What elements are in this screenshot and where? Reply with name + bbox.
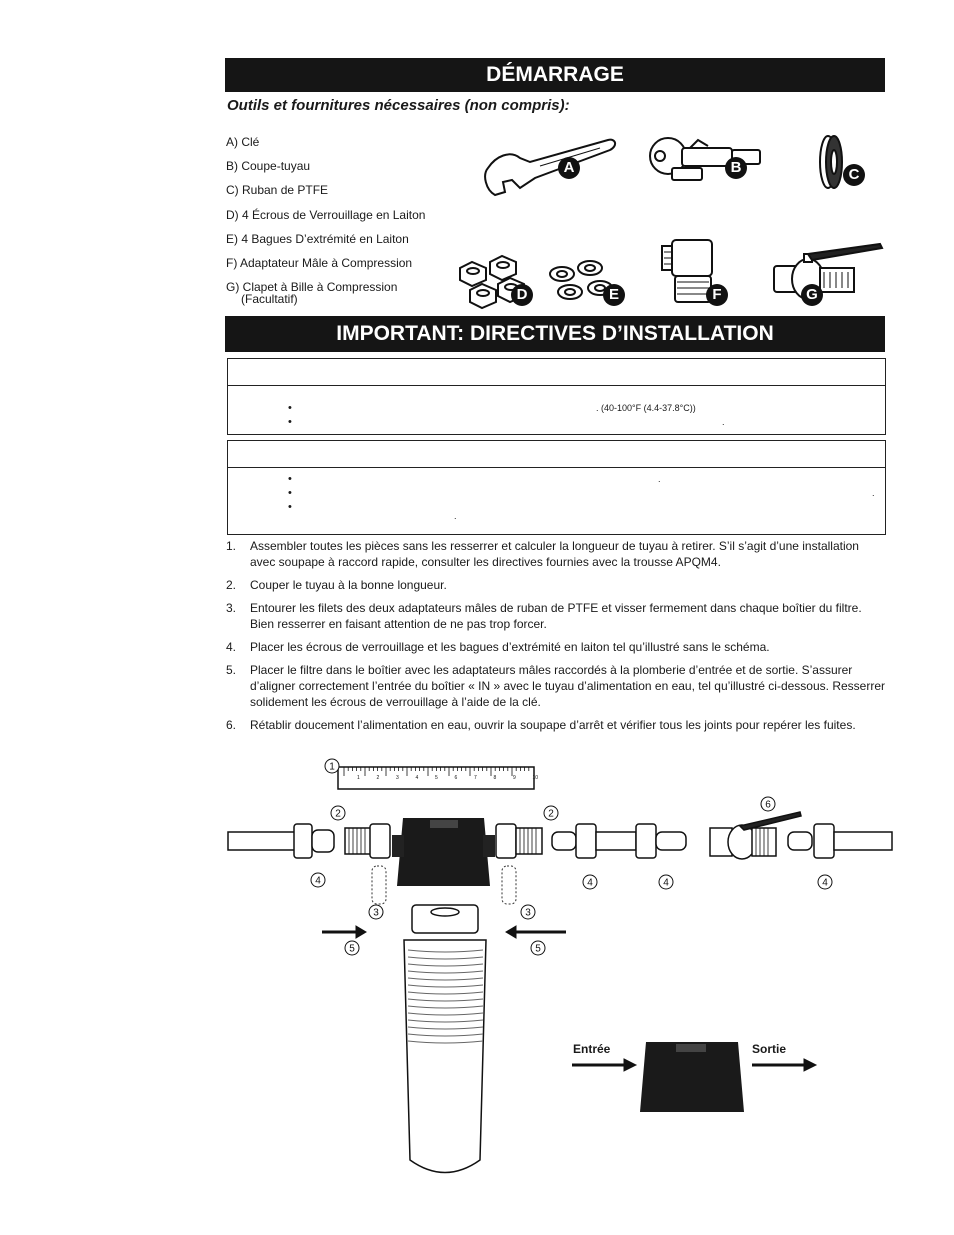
tool-item-e: E) 4 Bagues D’extrémité en Laiton: [226, 231, 409, 246]
ruler-tick-label: 7: [474, 775, 477, 781]
list-item: • . (40-100°F (4.4-37.8°C)): [288, 402, 696, 414]
callout-number: 4: [315, 875, 321, 887]
ruler-tick-label: 6: [454, 775, 458, 781]
step-item: 3. Entourer les filets des deux adaptateurs mâles de ruban de PTFE et visser fermement dans chaque boîtier du filtre. Bien resserrer en faisant attention de ne pas trop forcer.: [226, 601, 862, 631]
list-item: • .: [288, 487, 875, 499]
callout-number: 5: [349, 943, 355, 955]
flow-inlet-label: Entrée: [573, 1042, 611, 1056]
tool-item-b: B) Coupe-tuyau: [226, 159, 311, 174]
flow-outlet-label: Sortie: [752, 1042, 787, 1056]
filter-head-small: [640, 1042, 744, 1112]
step-item: 5. Placer le filtre dans le boîtier avec les adaptateurs mâles raccordés à la plomberie d’entrée et de sortie. S’assurer d’aligner correctement l’entrée du boîtier « IN » avec le tuyau d’alimentation en eau, tel qu’illustré ci-dessous. Resserrer solidement les écrous de verrouillage à l’aide de la clé.: [226, 663, 885, 709]
step-item: 6. Rétablir doucement l’alimentation en eau, ouvrir la soupape d’arrêt et vérifier tous les joints pour repérer les fuites.: [226, 718, 856, 732]
arrow-icon: [322, 926, 816, 1071]
tool-badge-g: G: [801, 284, 823, 306]
tool-item-g-label: G) Clapet à Bille à Compression: [226, 280, 398, 295]
tools-subtitle: Outils et fournitures nécessaires (non compris):: [227, 97, 570, 114]
tool-item-f: F) Adaptateur Mâle à Compression: [226, 256, 413, 271]
tool-badge-d: D: [511, 284, 533, 306]
callout-number: 4: [663, 877, 669, 889]
tool-badge-c: C: [843, 164, 865, 186]
section-banner-important: IMPORTANT: DIRECTIVES D’INSTALLATION: [225, 316, 885, 352]
tool-item-d: D) 4 Écrous de Verrouillage en Laiton: [226, 207, 426, 222]
filter-cartridge: [404, 905, 486, 1173]
step-item: 1. Assembler toutes les pièces sans les resserrer et calculer la longueur de tuyau à retirer. S’il s’agit d’une installation avec soupape à raccord rapide, consulter les directives fournies avec la trousse APQM4.: [226, 539, 859, 569]
tool-badge-b: B: [725, 157, 747, 179]
list-item: • .: [288, 416, 725, 428]
tool-badge-f: F: [706, 284, 728, 306]
callout-number: 5: [535, 943, 541, 955]
callout-number: 2: [335, 808, 341, 820]
tool-badge-e: E: [603, 284, 625, 306]
callout-number: 1: [329, 761, 335, 773]
ruler-tick-label: 4: [415, 775, 419, 781]
callout-number: 4: [822, 877, 828, 889]
inlet-pipe: [228, 824, 390, 858]
ruler-tick-label: 2: [376, 775, 380, 781]
tool-item-a: A) Clé: [226, 135, 260, 149]
ruler-icon: [338, 767, 538, 789]
ruler-tick-label: 9: [513, 775, 516, 781]
step-item: 4. Placer les écrous de verrouillage et les bagues d’extrémité en laiton tel qu’illustré sans le schéma.: [226, 640, 770, 654]
tool-item-c: C) Ruban de PTFE: [226, 183, 329, 198]
ruler-tick-label: 5: [435, 775, 438, 781]
list-item: • .: [288, 501, 457, 521]
section-banner-demarrage: DÉMARRAGE: [225, 58, 885, 92]
step-item: 2. Couper le tuyau à la bonne longueur.: [226, 578, 447, 592]
filter-head: [392, 818, 495, 886]
list-item: • .: [288, 473, 661, 485]
callout-number: 3: [525, 907, 531, 919]
callout-number: 3: [373, 907, 379, 919]
callout-number: 2: [548, 808, 554, 820]
ruler-tick-label: 10: [532, 775, 539, 781]
callout-number: 4: [587, 877, 593, 889]
ruler-tick-label: 3: [396, 775, 399, 781]
callout-number: 6: [765, 799, 771, 811]
tool-badge-a: A: [558, 157, 580, 179]
tool-item-g-optional: (Facultatif): [241, 292, 298, 307]
ruler-tick-label: 8: [493, 775, 497, 781]
ruler-tick-label: 1: [357, 775, 360, 781]
